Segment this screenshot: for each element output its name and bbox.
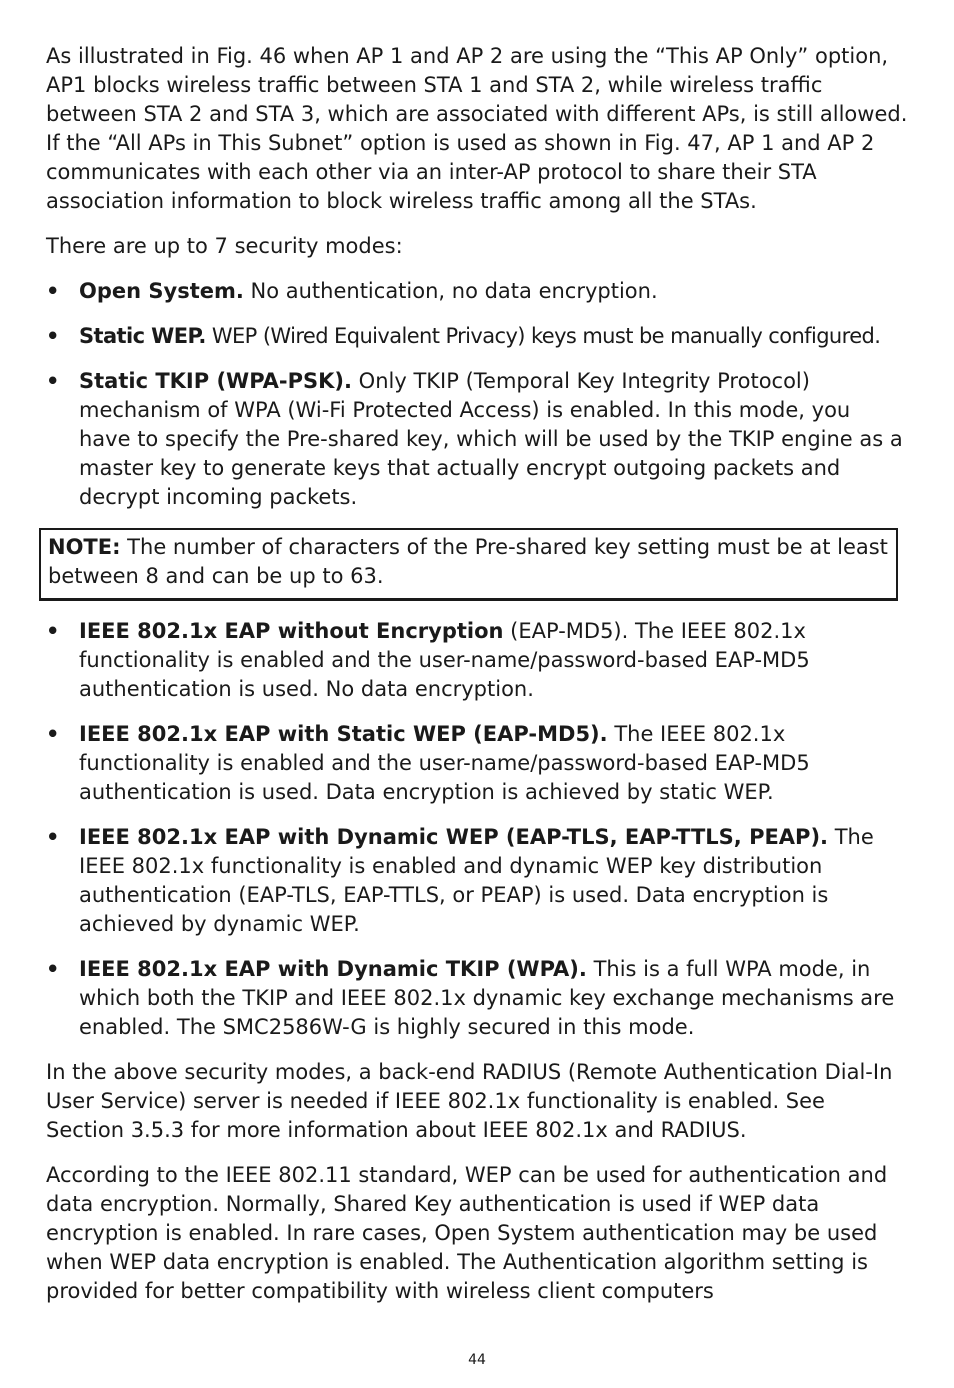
mode-description: The IEEE 802.1x functionality is enabled and the user-name/password-based EAP-MD5 authentication is used. Data encryption is achieved by static WEP. bbox=[79, 722, 810, 804]
mode-title: Open System. bbox=[79, 279, 244, 303]
mode-description: WEP (Wired Equivalent Privacy) keys must be manually configured. bbox=[205, 324, 881, 348]
bullet-icon: • bbox=[46, 722, 60, 746]
page-number: 44 bbox=[468, 1352, 486, 1368]
intro-paragraph: As illustrated in Fig. 46 when AP 1 and AP 2 are using the “This AP Only” option, AP1 blocks wireless traffic between STA 1 and STA 2, while wireless traffic between STA 2 and STA 3, which are associated with different APs, is still allowed. If the “All APs in This Subnet” option is used as shown in Fig. 47, AP 1 and AP 2 communicates with each other via an inter-AP protocol to share their STA association information to block wireless traffic among all the STAs. bbox=[46, 44, 908, 213]
note-box bbox=[39, 528, 898, 601]
mode-title: IEEE 802.1x EAP with Dynamic WEP (EAP-TLS, EAP-TTLS, PEAP). bbox=[79, 825, 829, 849]
bullet-icon: • bbox=[46, 619, 60, 643]
security-mode-list-b bbox=[46, 617, 908, 1042]
bullet-icon: • bbox=[46, 324, 59, 348]
note-label: NOTE: bbox=[48, 535, 121, 559]
mode-title: Static TKIP (WPA-PSK). bbox=[79, 369, 352, 393]
bullet-icon: • bbox=[46, 825, 60, 849]
mode-description: (EAP-MD5). The IEEE 802.1x functionality is enabled and the user-name/password-based EAP-MD5 authentication is used. No data encryption. bbox=[79, 619, 810, 701]
bullet-icon: • bbox=[46, 957, 60, 981]
mode-title: IEEE 802.1x EAP without Encryption bbox=[79, 619, 504, 643]
list-item bbox=[46, 720, 908, 807]
list-item bbox=[46, 823, 908, 939]
security-modes-lead: There are up to 7 security modes: bbox=[46, 234, 403, 258]
list-item bbox=[46, 955, 908, 1042]
bullet-icon: • bbox=[46, 279, 60, 303]
radius-paragraph: In the above security modes, a back-end RADIUS (Remote Authentication Dial-In User Service) server is needed if IEEE 802.1x functionality is enabled. See Section 3.5.3 for more information about IEEE 802.1x and RADIUS. bbox=[46, 1060, 893, 1142]
note-text: The number of characters of the Pre-shared key setting must be at least between 8 and can be up to 63. bbox=[48, 535, 888, 588]
mode-title: IEEE 802.1x EAP with Dynamic TKIP (WPA). bbox=[79, 957, 587, 981]
security-mode-list-a bbox=[46, 277, 908, 512]
list-item bbox=[46, 322, 908, 351]
bullet-icon: • bbox=[46, 369, 60, 393]
wep-paragraph: According to the IEEE 802.11 standard, WEP can be used for authentication and data encryption. Normally, Shared Key authentication is used if WEP data encryption is enabled. In rare cases, Open System authentication may be used when WEP data encryption is enabled. The Authentication algorithm setting is provided for better compatibility with wireless client computers bbox=[46, 1163, 888, 1303]
mode-title: IEEE 802.1x EAP with Static WEP (EAP-MD5). bbox=[79, 722, 608, 746]
mode-description: This is a full WPA mode, in which both the TKIP and IEEE 802.1x dynamic key exchange mechanisms are enabled. The SMC2586W-G is highly secured in this mode. bbox=[79, 957, 895, 1039]
list-item bbox=[46, 277, 908, 306]
document-page bbox=[46, 42, 908, 1306]
list-item bbox=[46, 367, 908, 512]
mode-description: The IEEE 802.1x functionality is enabled and dynamic WEP key distribution authentication (EAP-TLS, EAP-TTLS, or PEAP) is used. Data encryption is achieved by dynamic WEP. bbox=[79, 825, 874, 936]
mode-description: No authentication, no data encryption. bbox=[243, 279, 658, 303]
list-item bbox=[46, 617, 908, 704]
mode-title: Static WEP. bbox=[79, 324, 206, 348]
mode-description: Only TKIP (Temporal Key Integrity Protocol) mechanism of WPA (Wi-Fi Protected Access) is enabled. In this mode, you have to specify the Pre-shared key, which will be used by the TKIP engine as a master key to generate keys that actually encrypt outgoing packets and decrypt incoming packets. bbox=[79, 369, 903, 509]
